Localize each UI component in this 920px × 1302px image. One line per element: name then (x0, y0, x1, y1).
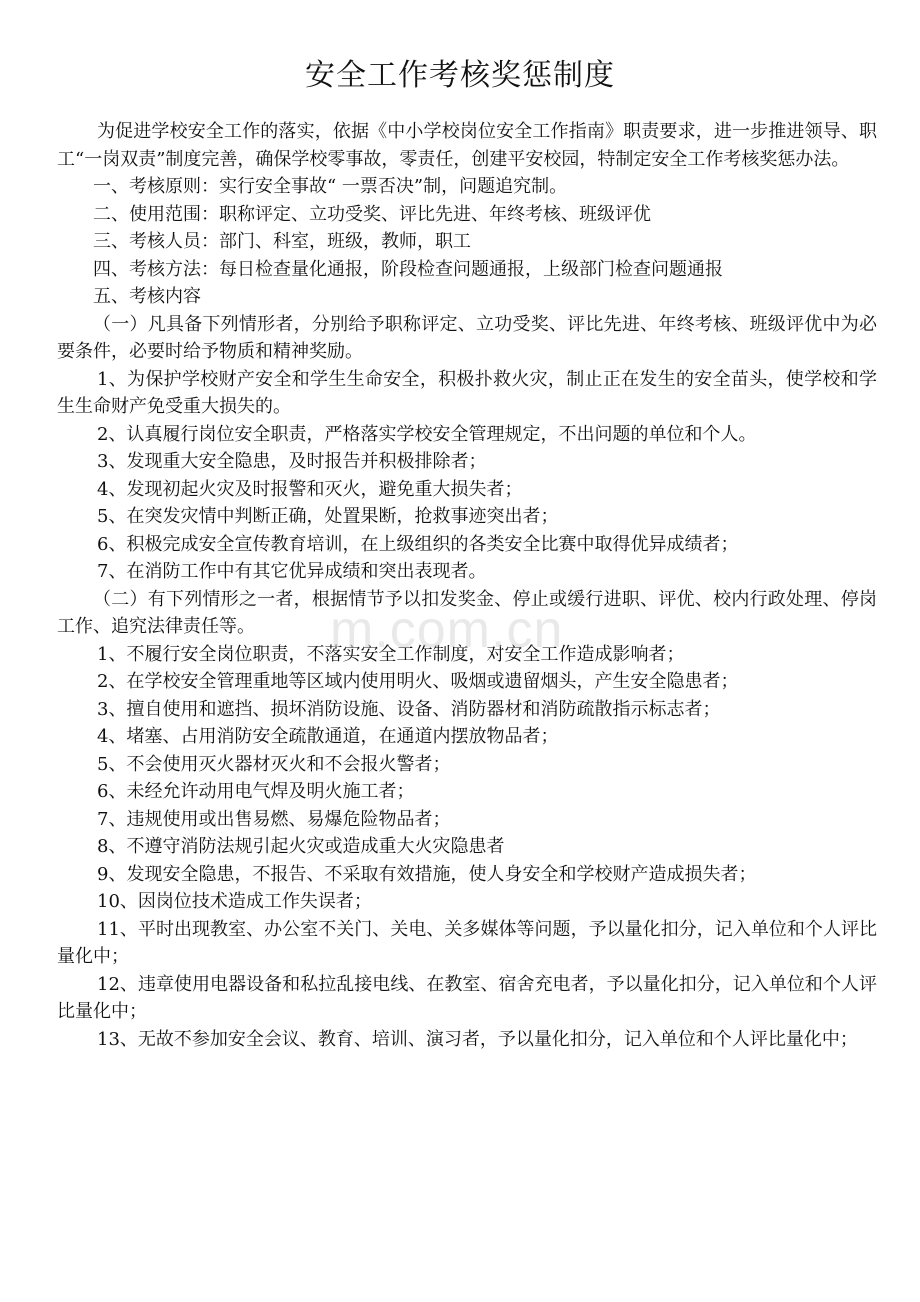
part1-item: 3、发现重大安全隐患，及时报告并积极排除者； (97, 451, 487, 472)
part2-item: 9、发现安全隐患，不报告、不采取有效措施，使人身安全和学校财产造成损失者； (97, 863, 757, 885)
part2-item: 5、不会使用灭火器材灭火和不会报火警者； (97, 753, 451, 775)
part1-item: 1、为保护学校财产安全和学生生命安全，积极扑救火灾，制止正在发生的安全苗头，使学校和学生生命财产免受重大损失的。 (57, 368, 877, 417)
section-scope: 二、使用范围：职称评定、立功受奖、评比先进、年终考核、班级评优 (93, 203, 651, 225)
part1-item: 4、发现初起火灾及时报警和灭火，避免重大损失者； (97, 478, 523, 500)
part2-item: 11、平时出现教室、办公室不关门、关电、关多媒体等问题，予以量化扣分，记入单位和个人评比量化中； (57, 918, 877, 967)
intro-paragraph: 为促进学校安全工作的落实，依据《中小学校岗位安全工作指南》职责要求，进一步推进领导、职工“一岗双责”制度完善，确保学校零事故，零责任，创建平安校园，特制定安全工作考核奖惩办法。 (57, 121, 877, 170)
part2-item: 13、无故不参加安全会议、教育、培训、演习者，予以量化扣分，记入单位和个人评比量化中； (97, 1028, 858, 1050)
watermark: m.com.cn (330, 601, 564, 659)
section-content: 五、考核内容 (93, 286, 201, 307)
part2-item: 8、不遵守消防法规引起火灾或造成重大火灾隐患者 (97, 836, 505, 857)
section-method: 四、考核方法：每日检查量化通报，阶段检查问题通报，上级部门检查问题通报 (93, 258, 723, 280)
section-personnel: 三、考核人员：部门、科室，班级，教师，职工 (93, 231, 471, 252)
part1-item: 2、认真履行岗位安全职责，严格落实学校安全管理规定，不出问题的单位和个人。 (97, 423, 757, 445)
document-title: 安全工作考核奖惩制度 (305, 58, 615, 93)
part2-item: 6、未经允许动用电气焊及明火施工者； (97, 781, 415, 802)
part2-item: 10、因岗位技术造成工作失误者； (97, 891, 372, 912)
part2-item: 4、堵塞、占用消防安全疏散通道，在通道内摆放物品者； (97, 726, 559, 747)
section-principle: 一、考核原则：实行安全事故“ 一票否决”制，问题追究制。 (93, 176, 568, 197)
part2-item: 3、擅自使用和遮挡、损坏消防设施、设备、消防器材和消防疏散指示标志者； (97, 698, 721, 720)
part2-item: 7、违规使用或出售易燃、易爆危险物品者； (97, 808, 451, 830)
part1-item: 7、在消防工作中有其它优异成绩和突出表现者。 (97, 561, 487, 582)
part1-heading: （一）凡具备下列情形者，分别给予职称评定、立功受奖、评比先进、年终考核、班级评优中为必要条件，必要时给予物质和精神奖励。 (57, 313, 877, 362)
part1-item: 5、在突发灾情中判断正确，处置果断，抢救事迹突出者； (97, 506, 559, 527)
part1-item: 6、积极完成安全宣传教育培训，在上级组织的各类安全比赛中取得优异成绩者； (97, 533, 739, 555)
part2-item: 2、在学校安全管理重地等区域内使用明火、吸烟或遗留烟头，产生安全隐患者； (97, 671, 739, 692)
part2-item: 1、不履行安全岗位职责，不落实安全工作制度，对安全工作造成影响者； (97, 643, 685, 665)
part2-heading: （二）有下列情形之一者，根据情节予以扣发奖金、停止或缓行进职、评优、校内行政处理、停岗工作、追究法律责任等。 (57, 588, 877, 637)
document-body (57, 118, 877, 1053)
part2-item: 12、违章使用电器设备和私拉乱接电线、在教室、宿舍充电者，予以量化扣分，记入单位和个人评比量化中； (57, 973, 877, 1022)
